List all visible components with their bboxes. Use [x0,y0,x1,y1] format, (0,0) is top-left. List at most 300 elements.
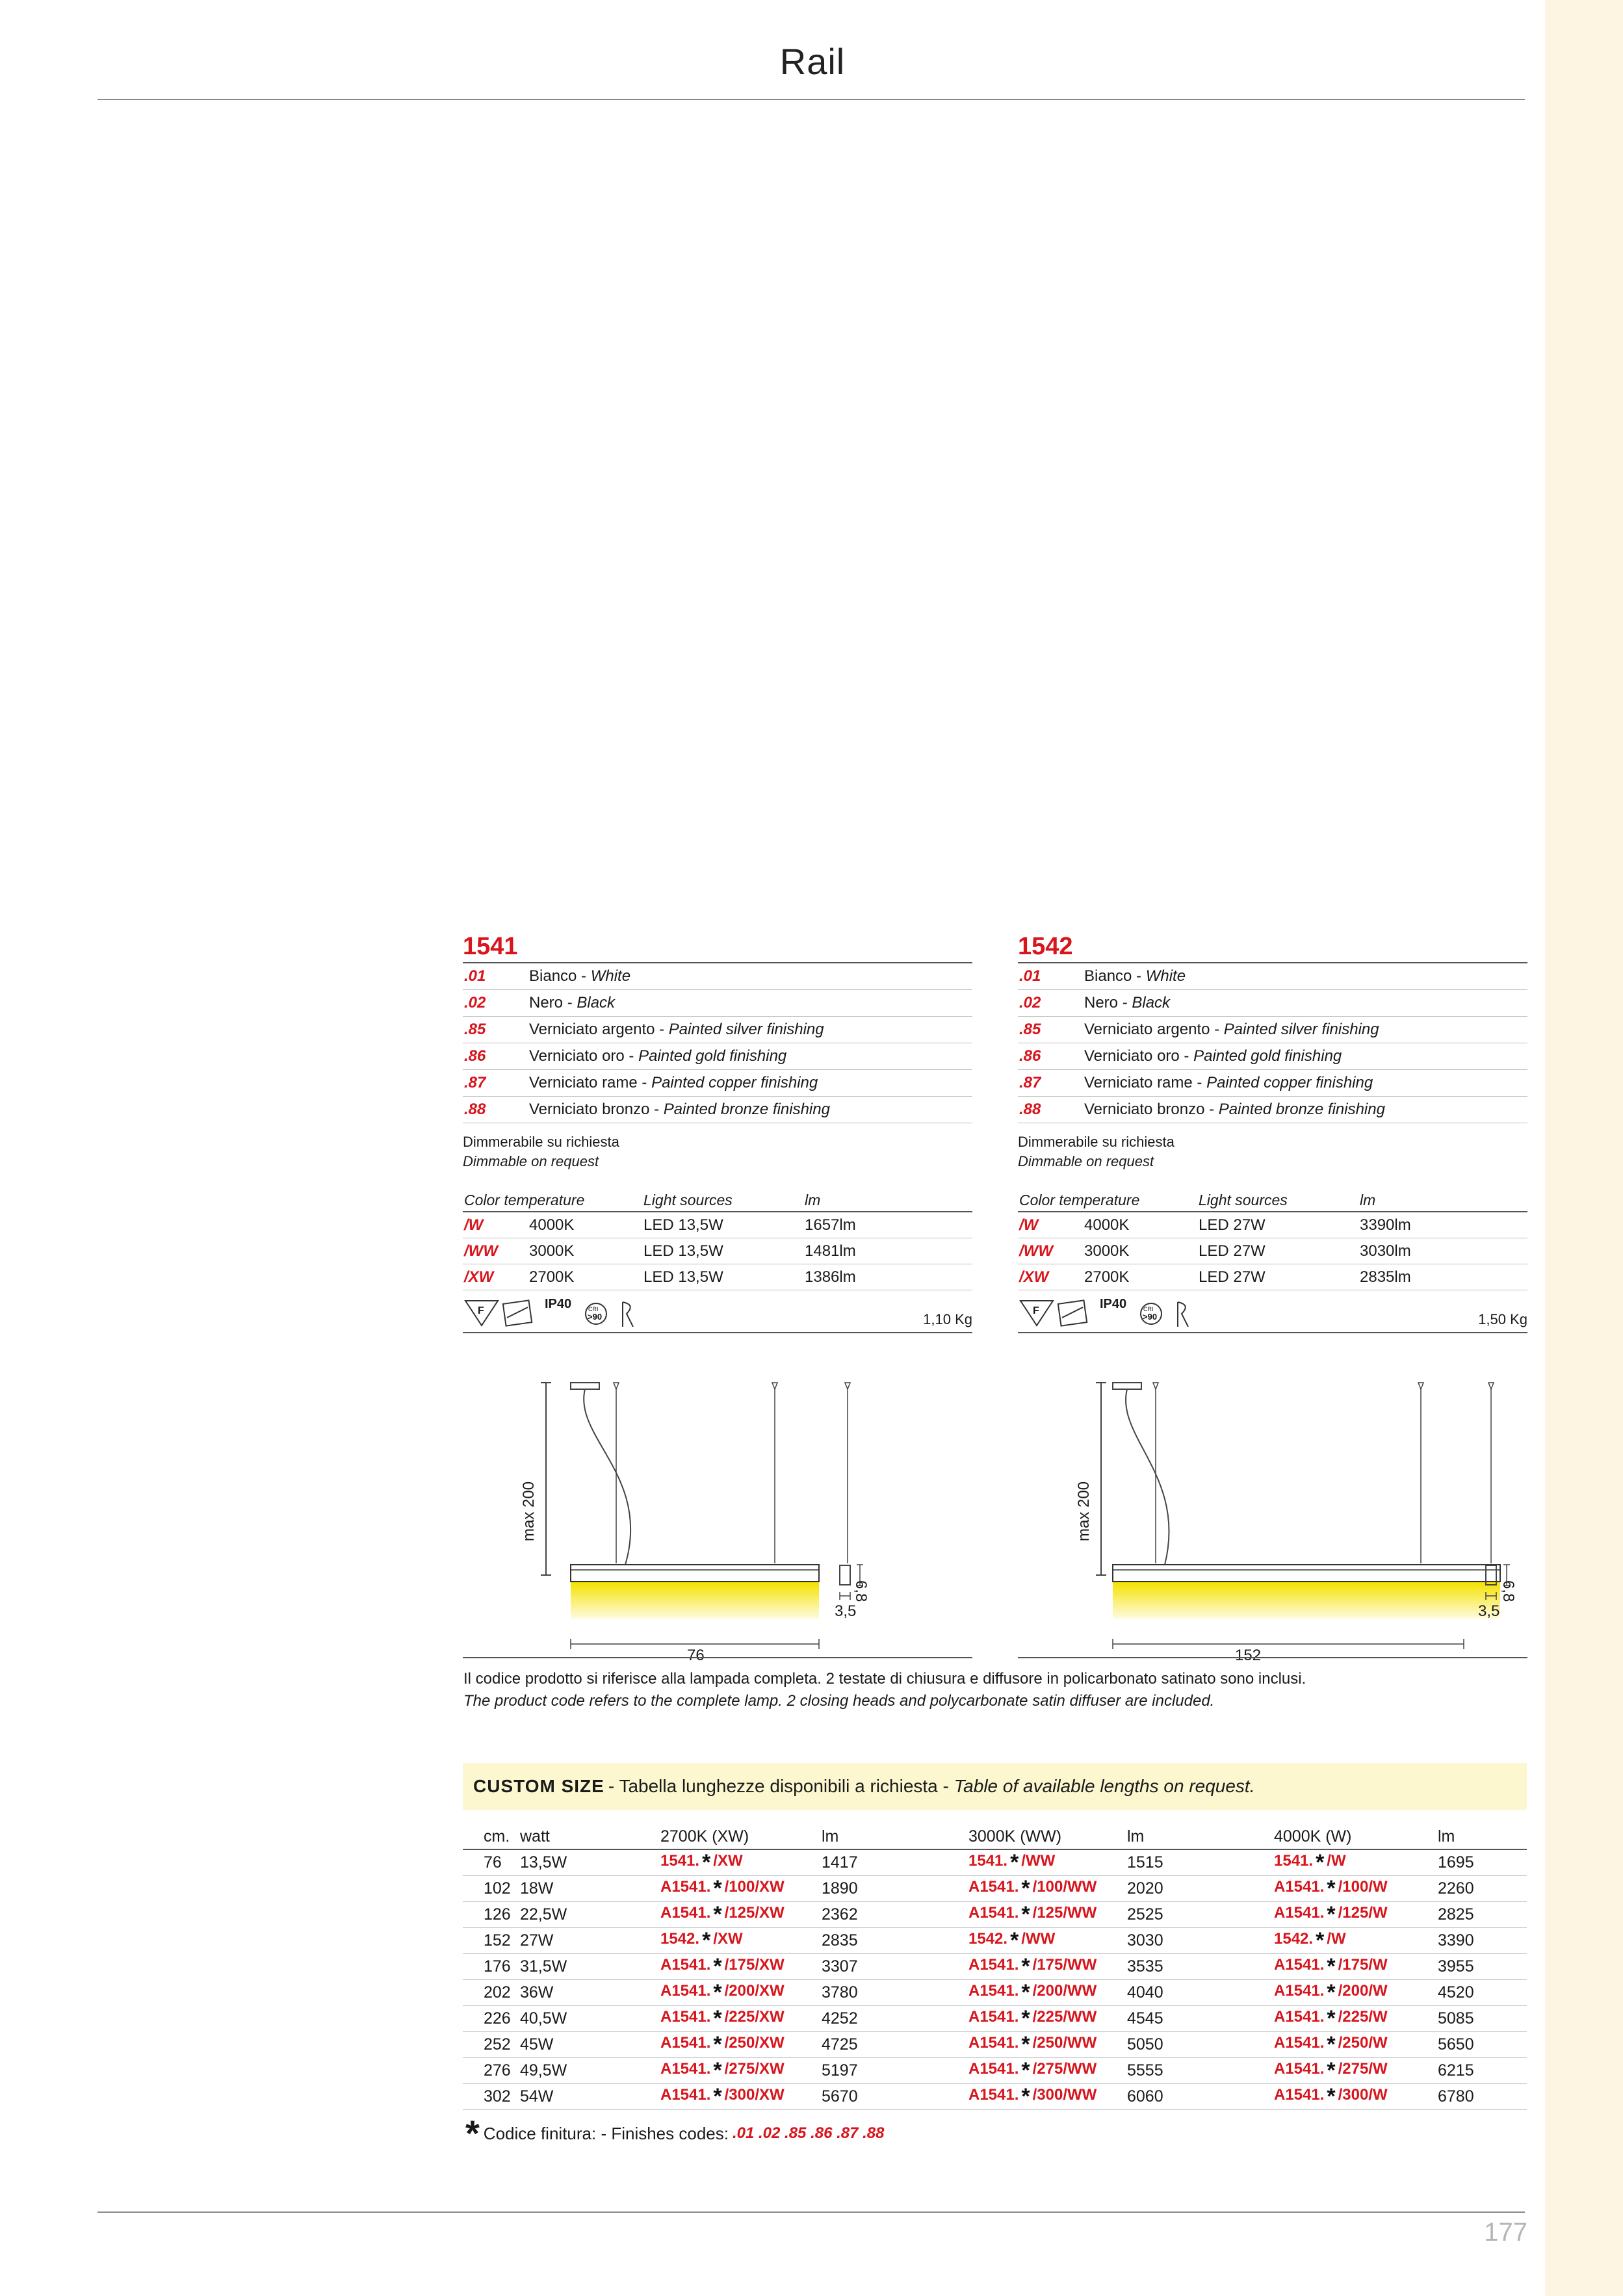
asterisk-icon: * [1327,2084,1336,2109]
table-row [463,1849,1527,1876]
lm-xw: 2835 [822,1931,858,1950]
col-header: watt [520,1824,660,1849]
length-cm: 252 [484,2035,511,2054]
code-prefix: A1541. [968,1904,1019,1922]
code-prefix: A1541. [660,2086,711,2104]
finish-row [463,1016,972,1043]
table-cell [968,1954,1127,1980]
technical-drawing [463,1333,972,1664]
cri-icon [1139,1298,1217,1331]
lm-xw: 3307 [822,1957,858,1976]
lm-xw: 2362 [822,1905,858,1924]
code-suffix: /W [1327,1852,1346,1870]
max-height-label: max 200 [1075,1481,1093,1541]
code-suffix: /125/XW [724,1904,785,1922]
table-cell [660,2058,822,2084]
height-label: 6,8 [1500,1580,1517,1602]
ct-source: LED 27W [1199,1216,1266,1234]
asterisk-icon: * [1327,2058,1336,2083]
table-cell [520,2032,660,2058]
table-cell [822,1980,968,2006]
ct-temp: 2700K [529,1268,575,1286]
product-1542 [1018,931,1527,1664]
table-cell [660,1849,822,1876]
finish-desc: Verniciato rame - Painted copper finishing [529,1074,818,1091]
certification-icons [1018,1296,1527,1333]
asterisk-icon: * [1327,1902,1336,1927]
table-cell [1438,1954,1527,1980]
finish-it: Verniciato bronzo [1084,1101,1205,1118]
cri-icon [584,1298,662,1331]
table-cell [660,1902,822,1928]
finish-en: Painted copper finishing [1206,1074,1373,1091]
lm-w: 3390 [1438,1931,1474,1950]
asterisk-icon: * [1316,1928,1325,1953]
asterisk-icon: * [1327,1980,1336,2005]
asterisk-icon: * [713,1980,722,2005]
max-height-label: max 200 [520,1481,538,1541]
code-prefix: A1541. [660,2060,711,2078]
code-prefix: A1541. [660,1878,711,1896]
asterisk-icon: * [702,1850,711,1875]
table-cell [1127,2084,1274,2110]
finish-it: Verniciato argento [1084,1021,1210,1038]
asterisk-icon: * [1021,2006,1030,2031]
code-suffix: /275/WW [1032,2060,1097,2078]
custom-size-it: - Tabella lunghezze disponibili a richiesta - [608,1776,949,1796]
table-cell [660,2032,822,2058]
custom-size-en: Table of available lengths on request. [954,1776,1255,1796]
table-cell [1274,2032,1438,2058]
table-cell [463,1954,520,1980]
finish-desc: Verniciato bronzo - Painted bronze finishing [1084,1101,1385,1118]
finish-it: Verniciato oro [529,1047,625,1065]
finish-it: Verniciato bronzo [529,1101,650,1118]
watt: 22,5W [520,1905,567,1924]
ct-header-lm: lm [1360,1192,1376,1208]
drawing-svg [463,1333,972,1658]
depth-label: 3,5 [835,1602,857,1620]
lm-ww: 3030 [1127,1931,1163,1950]
length-cm: 126 [484,1905,511,1924]
asterisk-icon: * [1021,1876,1030,1901]
length-cm: 302 [484,2087,511,2106]
code-prefix: A1541. [1274,1956,1325,1974]
ct-code: /WW [1019,1242,1053,1260]
note-en: The product code refers to the complete lamp. 2 closing heads and polycarbonate satin diffuser are included. [463,1692,1215,1710]
finish-en: Painted gold finishing [638,1047,787,1065]
code-suffix: /200/W [1338,1982,1388,2000]
col-header: lm [1127,1824,1274,1849]
table-cell [520,1954,660,1980]
note-it: Il codice prodotto si riferisce alla lampada completa. 2 testate di chiusura e diffusore in policarbonato satinato sono inclusi. [463,1670,1306,1688]
code-prefix: 1542. [660,1930,700,1948]
code-suffix: /WW [1021,1852,1056,1870]
table-cell [968,2058,1127,2084]
watt: 27W [520,1931,554,1950]
lm-ww: 4545 [1127,2009,1163,2028]
code-prefix: A1541. [968,1982,1019,2000]
asterisk-icon: * [1010,1928,1019,1953]
finish-desc: Verniciato argento - Painted silver finishing [1084,1021,1379,1038]
ct-table-header [463,1188,972,1212]
finish-en: Painted bronze finishing [1218,1101,1385,1118]
finish-en: White [1145,967,1186,985]
code-prefix: A1541. [660,1982,711,2000]
length-label: 76 [687,1647,705,1664]
asterisk-icon: * [1021,2058,1030,2083]
finish-row [1018,1016,1527,1043]
col-header: cm. [463,1824,520,1849]
finish-code: .85 [1019,1021,1041,1038]
finish-code: .01 [464,967,486,985]
lm-xw: 1890 [822,1879,858,1898]
table-cell [463,1876,520,1902]
table-cell [968,1928,1127,1954]
table-row [463,1876,1527,1902]
code-prefix: A1541. [968,1878,1019,1896]
asterisk-icon: * [1010,1850,1019,1875]
table-cell [520,1902,660,1928]
finish-it: Verniciato oro [1084,1047,1180,1065]
code-suffix: /300/W [1338,2086,1388,2104]
asterisk-icon: * [713,2006,722,2031]
code-prefix: A1541. [968,2008,1019,2026]
code-prefix: A1541. [1274,2008,1325,2026]
ct-temp: 4000K [529,1216,575,1234]
ct-row [463,1212,972,1238]
code-suffix: /100/W [1338,1878,1388,1896]
table-cell [660,2006,822,2032]
ct-row [463,1264,972,1290]
finish-it: Verniciato rame [1084,1074,1193,1091]
code-suffix: /250/W [1338,2034,1388,2052]
table-cell [1438,2032,1527,2058]
finish-row [1018,989,1527,1016]
height-label: 6,8 [852,1580,870,1602]
energy-class-label: F [478,1305,484,1316]
table-cell [822,1954,968,1980]
asterisk-icon: * [1327,2032,1336,2057]
finish-desc: Verniciato oro - Painted gold finishing [529,1047,787,1065]
lm-ww: 4040 [1127,1983,1163,2002]
table-cell [660,1980,822,2006]
code-suffix: /W [1327,1930,1346,1948]
page-number: 177 [1484,2218,1527,2247]
ct-source: LED 27W [1199,1268,1266,1286]
code-suffix: /100/XW [724,1878,785,1896]
finish-desc: Bianco - White [529,967,631,985]
code-prefix: 1541. [968,1852,1008,1870]
code-suffix: /WW [1021,1930,1056,1948]
lm-w: 5085 [1438,2009,1474,2028]
length-cm: 276 [484,2061,511,2080]
table-cell [520,1980,660,2006]
table-cell [968,2084,1127,2110]
ct-source: LED 27W [1199,1242,1266,1260]
ct-lm: 2835lm [1360,1268,1411,1286]
watt: 45W [520,2035,554,2054]
asterisk-icon: * [1327,1876,1336,1901]
lm-w: 2260 [1438,1879,1474,1898]
code-suffix: /225/WW [1032,2008,1097,2026]
finish-en: Painted silver finishing [668,1021,824,1038]
table-cell [1127,1954,1274,1980]
code-suffix: /175/W [1338,1956,1388,1974]
table-cell [1438,2006,1527,2032]
asterisk-icon: * [713,1954,722,1979]
energy-class-icon [464,1298,542,1331]
table-cell [1274,2084,1438,2110]
table-cell [463,1928,520,1954]
table-cell [968,1902,1127,1928]
code-prefix: 1542. [1274,1930,1314,1948]
dimmable-it: Dimmerabile su richiesta [463,1134,619,1150]
custom-size-banner [463,1763,1527,1810]
asterisk-icon: * [713,2084,722,2109]
table-cell [463,2058,520,2084]
length-cm: 76 [484,1853,502,1872]
finish-row [1018,1096,1527,1123]
finish-it: Nero [529,994,564,1011]
table-cell [520,2058,660,2084]
ct-header-color-temperature: Color temperature [1019,1192,1140,1208]
asterisk-icon: * [713,2058,722,2083]
ct-temp: 2700K [1084,1268,1130,1286]
table-cell [968,1876,1127,1902]
finish-code: .85 [464,1021,486,1038]
asterisk-icon: * [713,1876,722,1901]
watt: 13,5W [520,1853,567,1872]
finish-code: .02 [464,994,486,1011]
ct-code: /W [1019,1216,1039,1234]
lm-xw: 1417 [822,1853,858,1872]
code-suffix: /XW [713,1852,743,1870]
table-cell [968,2032,1127,2058]
ct-lm: 3030lm [1360,1242,1411,1260]
finish-row [1018,1043,1527,1069]
finish-code: .87 [1019,1074,1041,1091]
table-cell [1127,2058,1274,2084]
table-cell [1274,1980,1438,2006]
lm-ww: 5555 [1127,2061,1163,2080]
drawing-svg [1018,1333,1527,1658]
ct-header-color-temperature: Color temperature [464,1192,585,1208]
finish-row [463,1069,972,1096]
table-cell [463,1849,520,1876]
asterisk-icon: * [1021,2084,1030,2109]
svg-text:CRI: CRI [588,1306,599,1312]
code-prefix: A1541. [968,1956,1019,1974]
lm-ww: 6060 [1127,2087,1163,2106]
code-suffix: /200/XW [724,1982,785,2000]
code-suffix: /100/WW [1032,1878,1097,1896]
code-prefix: 1541. [660,1852,700,1870]
finish-code: .01 [1019,967,1041,985]
table-cell [660,1954,822,1980]
watt: 49,5W [520,2061,567,2080]
table-cell [968,2006,1127,2032]
table-cell [822,2032,968,2058]
code-suffix: /275/W [1338,2060,1388,2078]
certification-icons [463,1296,972,1333]
finishes-label: Codice finitura: - Finishes codes: [483,2123,729,2143]
finish-list [1018,962,1527,1123]
table-cell [1274,2058,1438,2084]
finish-list [463,962,972,1123]
lm-w: 6215 [1438,2061,1474,2080]
asterisk-icon: * [1316,1850,1325,1875]
table-cell [463,2006,520,2032]
ct-source: LED 13,5W [643,1216,723,1234]
depth-label: 3,5 [1478,1602,1500,1620]
finishes-codes-note [465,2113,885,2154]
finish-desc: Bianco - White [1084,967,1186,985]
table-cell [822,1928,968,1954]
watt: 54W [520,2087,554,2106]
code-suffix: /225/W [1338,2008,1388,2026]
table-cell [1274,2006,1438,2032]
asterisk-icon: * [465,2113,480,2154]
finish-code: .88 [1019,1101,1041,1118]
table-cell [520,1928,660,1954]
code-prefix: A1541. [660,2008,711,2026]
drawing-base-rule [1018,1657,1527,1658]
ct-row [1018,1212,1527,1238]
code-prefix: A1541. [1274,1878,1325,1896]
lm-w: 3955 [1438,1957,1474,1976]
finish-it: Verniciato argento [529,1021,655,1038]
drawing-base-rule [463,1657,972,1658]
finish-it: Bianco [529,967,577,985]
code-prefix: A1541. [660,1904,711,1922]
asterisk-icon: * [1021,1902,1030,1927]
lm-w: 6780 [1438,2087,1474,2106]
table-cell [1438,1980,1527,2006]
asterisk-icon: * [1021,2032,1030,2057]
ct-code: /W [464,1216,484,1234]
finish-code: .86 [1019,1047,1041,1065]
ct-source: LED 13,5W [643,1268,723,1286]
finish-row [463,989,972,1016]
table-cell [822,2006,968,2032]
lm-ww: 2525 [1127,1905,1163,1924]
table-cell [463,2084,520,2110]
ct-header-light-sources: Light sources [643,1192,733,1208]
svg-text:>90: >90 [1143,1312,1158,1322]
table-cell [1274,1876,1438,1902]
table-cell [1438,2084,1527,2110]
col-header: 3000K (WW) [968,1824,1127,1849]
finish-row [463,1043,972,1069]
ct-temp: 3000K [1084,1242,1130,1260]
lm-xw: 4725 [822,2035,858,2054]
ct-lm: 1657lm [805,1216,856,1234]
table-cell [1274,1902,1438,1928]
finish-desc: Nero - Black [529,994,616,1011]
col-header: 2700K (XW) [660,1824,822,1849]
finish-row [1018,1069,1527,1096]
table-cell [1127,1980,1274,2006]
table-cell [1438,1849,1527,1876]
table-cell [1438,1902,1527,1928]
ct-row [1018,1264,1527,1290]
code-prefix: A1541. [660,1956,711,1974]
technical-drawing [1018,1333,1527,1664]
dimmable-en: Dimmable on request [463,1153,599,1169]
table-row [463,2058,1527,2084]
table-cell [968,1980,1127,2006]
finish-desc: Verniciato bronzo - Painted bronze finishing [529,1101,830,1118]
table-row [463,2084,1527,2110]
lm-ww: 5050 [1127,2035,1163,2054]
ct-code: /XW [1019,1268,1049,1286]
table-cell [822,1902,968,1928]
code-prefix: 1542. [968,1930,1008,1948]
asterisk-icon: * [702,1928,711,1953]
finish-en: Painted gold finishing [1193,1047,1342,1065]
asterisk-icon: * [1021,1954,1030,1979]
code-suffix: /250/XW [724,2034,785,2052]
code-prefix: A1541. [968,2086,1019,2104]
code-suffix: /300/WW [1032,2086,1097,2104]
table-cell [822,2084,968,2110]
ct-code: /WW [464,1242,498,1260]
finish-en: Painted silver finishing [1223,1021,1379,1038]
table-cell [520,2006,660,2032]
table-cell [463,2032,520,2058]
finish-en: Painted copper finishing [651,1074,818,1091]
asterisk-icon: * [1327,1954,1336,1979]
code-suffix: /175/WW [1032,1956,1097,1974]
code-suffix: /125/W [1338,1904,1388,1922]
code-suffix: /200/WW [1032,1982,1097,2000]
finish-code: .87 [464,1074,486,1091]
finishes-codes: .01 .02 .85 .86 .87 .88 [732,2124,885,2142]
col-header: lm [822,1824,968,1849]
table-cell [968,1849,1127,1876]
product-1541 [463,931,972,1664]
lm-w: 1695 [1438,1853,1474,1872]
length-label: 152 [1235,1647,1262,1664]
lm-w: 5650 [1438,2035,1474,2054]
ct-code: /XW [464,1268,494,1286]
watt: 40,5W [520,2009,567,2028]
table-cell [520,2084,660,2110]
code-prefix: A1541. [1274,2086,1325,2104]
code-suffix: /300/XW [724,2086,785,2104]
ct-lm: 1386lm [805,1268,856,1286]
lm-xw: 5197 [822,2061,858,2080]
ip-rating-label: IP40 [545,1297,572,1311]
length-cm: 102 [484,1879,511,1898]
table-cell [1274,1849,1438,1876]
code-prefix: A1541. [1274,1982,1325,2000]
table-cell [1127,2006,1274,2032]
finish-en: Black [577,994,616,1011]
footer-rule [97,2211,1525,2213]
ct-header-light-sources: Light sources [1199,1192,1288,1208]
asterisk-icon: * [713,1902,722,1927]
finish-row [463,962,972,989]
energy-class-icon [1019,1298,1097,1331]
dimmable-it: Dimmerabile su richiesta [1018,1134,1175,1150]
finish-code: .02 [1019,994,1041,1011]
dimmable-note [463,1132,972,1171]
table-row [463,1954,1527,1980]
product-note [463,1668,1529,1712]
product-code: 1542 [1018,933,1073,960]
